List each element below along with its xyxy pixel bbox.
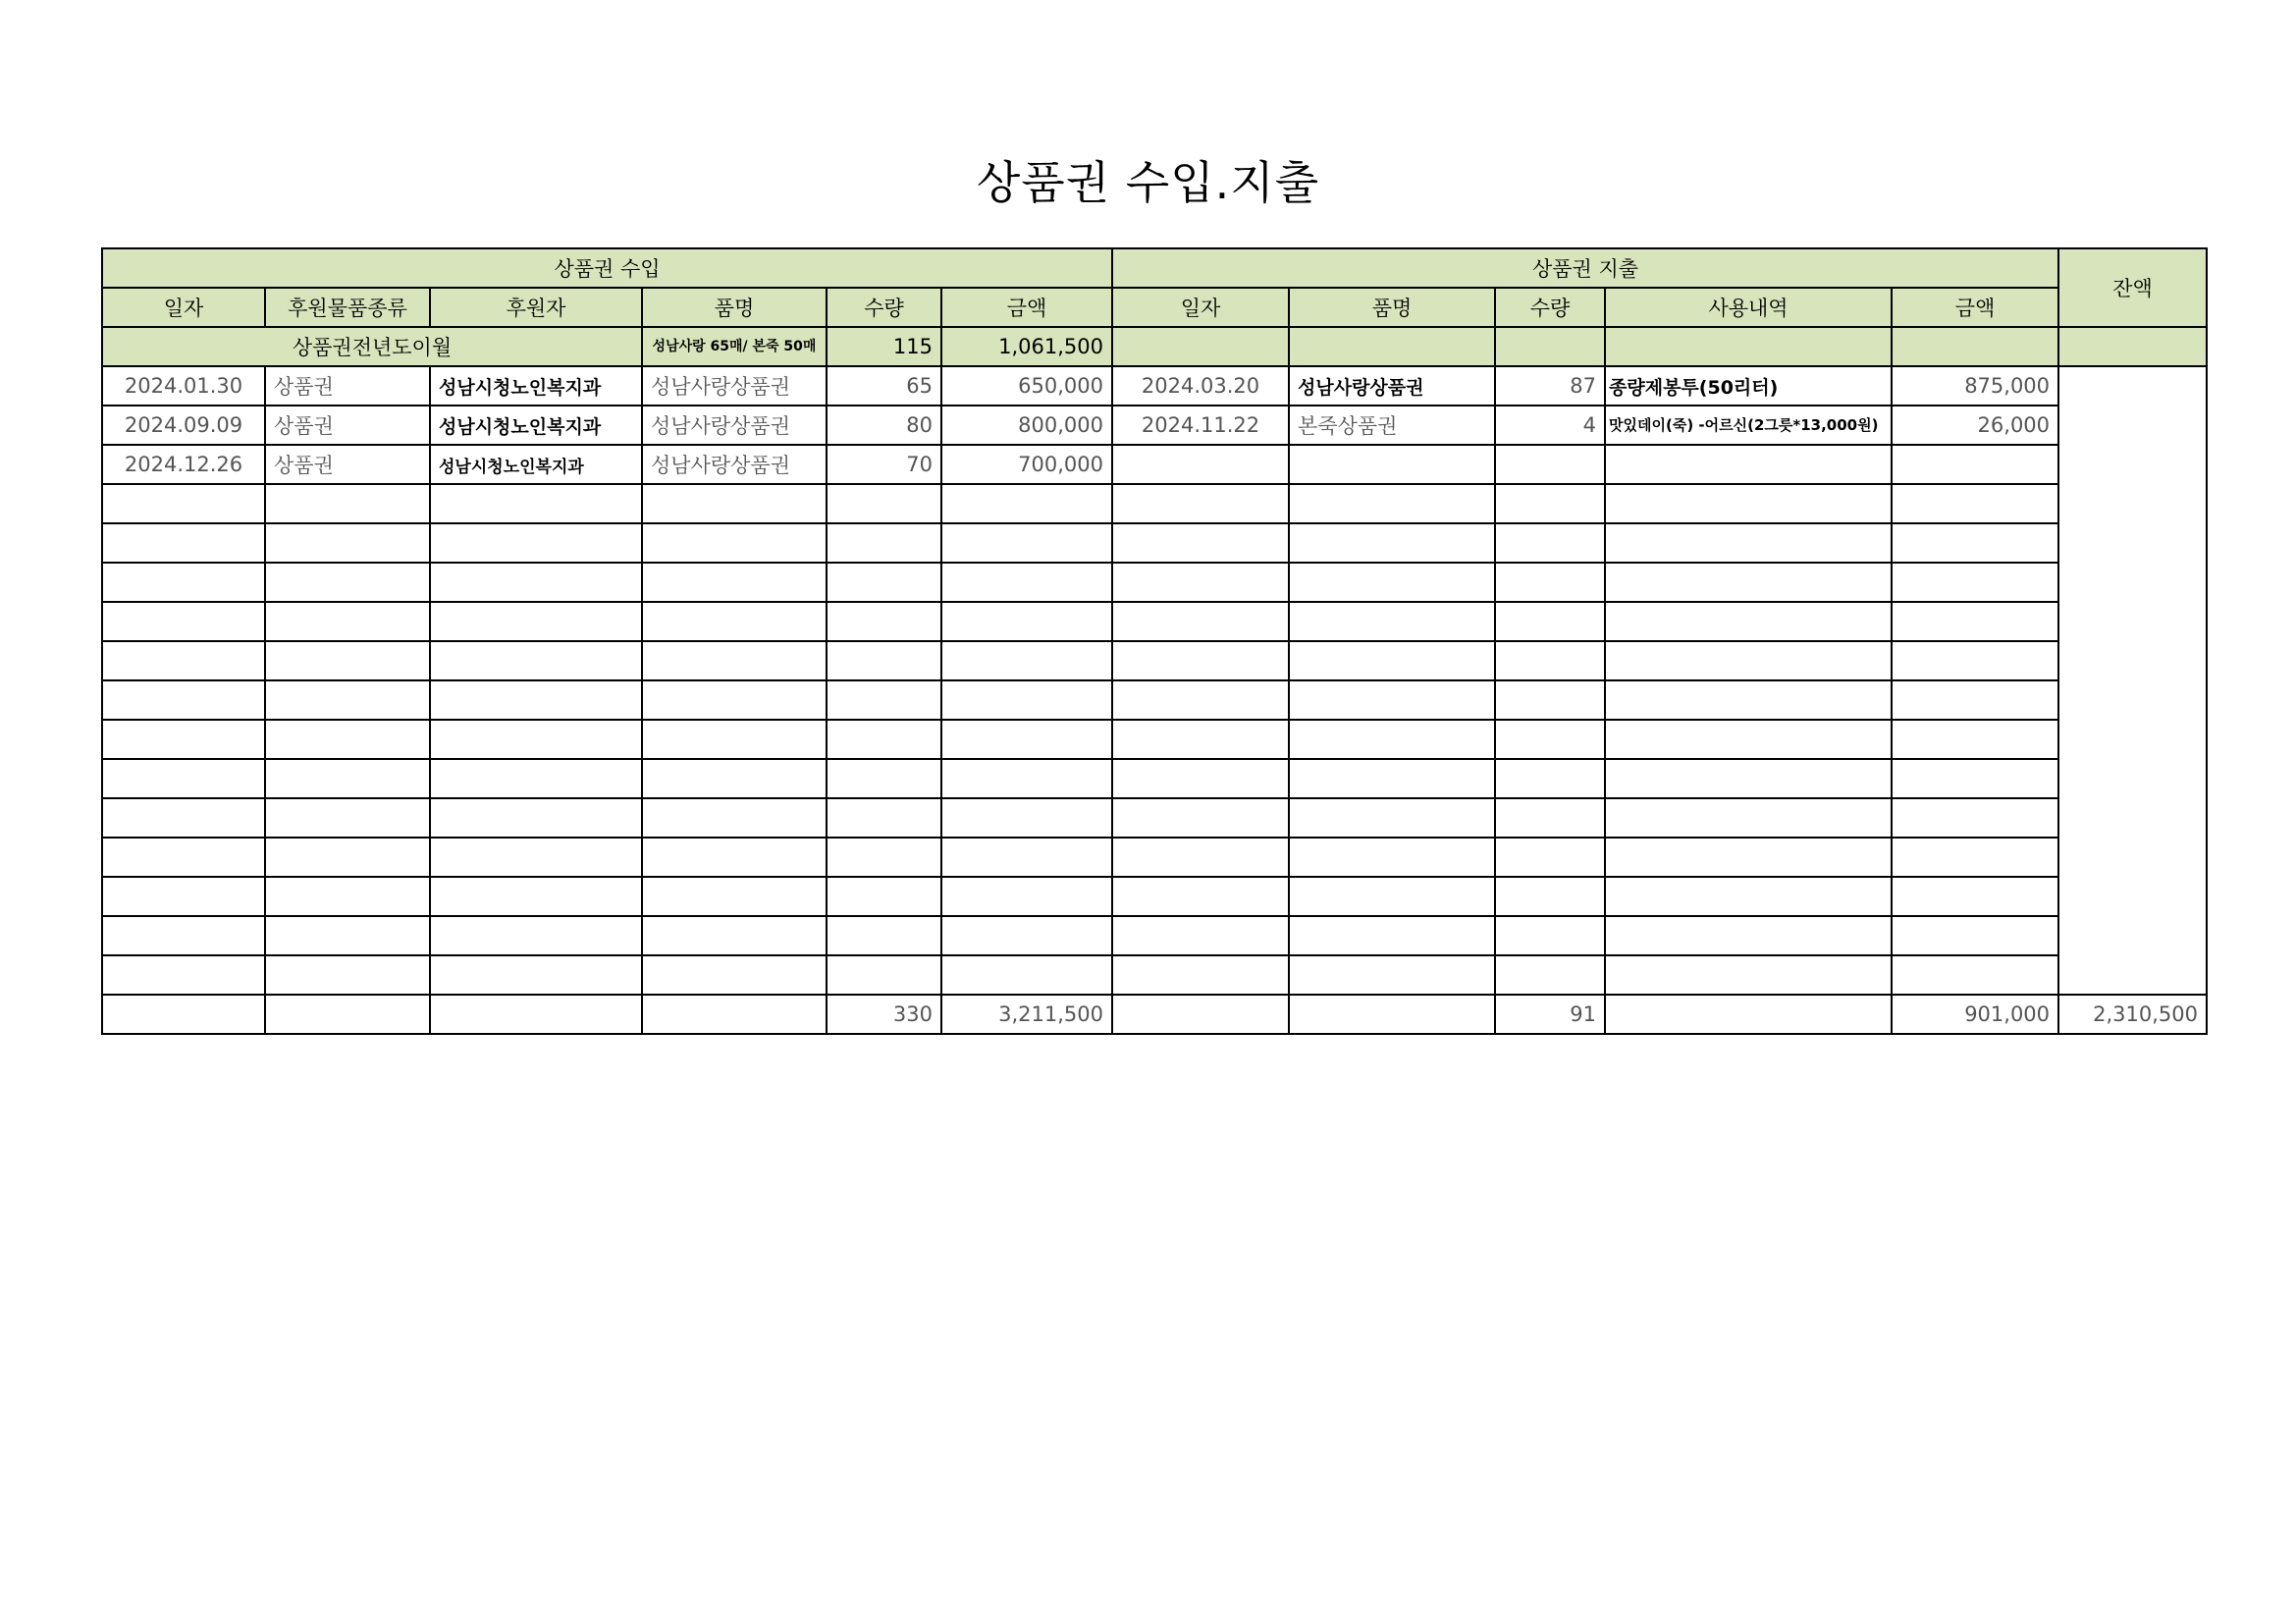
in-amount: 700,000	[941, 445, 1112, 484]
in-amount: 650,000	[941, 366, 1112, 406]
carryover-amount: 1,061,500	[941, 327, 1112, 366]
in-item: 성남사랑상품권	[642, 445, 827, 484]
expense-group-header: 상품권 지출	[1112, 248, 2058, 288]
out-item: 본죽상품권	[1289, 406, 1495, 445]
in-date: 2024.09.09	[102, 406, 265, 445]
group-header-row	[102, 248, 2207, 288]
out-qty: 87	[1495, 366, 1605, 406]
col-out-amount: 금액	[1892, 288, 2058, 327]
empty-row	[102, 484, 2207, 523]
carryover-empty	[1112, 327, 1289, 366]
empty-row	[102, 602, 2207, 641]
in-donor: 성남시청노인복지과	[430, 406, 642, 445]
income-group-header: 상품권 수입	[102, 248, 1112, 288]
col-out-qty: 수량	[1495, 288, 1605, 327]
empty-row	[102, 641, 2207, 680]
out-use	[1605, 445, 1892, 484]
col-in-qty: 수량	[827, 288, 941, 327]
in-qty: 70	[827, 445, 941, 484]
empty-row	[102, 798, 2207, 838]
in-donor: 성남시청노인복지과	[430, 366, 642, 406]
out-date: 2024.03.20	[1112, 366, 1289, 406]
empty-row	[102, 955, 2207, 995]
in-type: 상품권	[265, 445, 430, 484]
table-row	[102, 366, 2207, 406]
empty-row	[102, 916, 2207, 955]
empty-row	[102, 759, 2207, 798]
carryover-qty: 115	[827, 327, 941, 366]
in-donor: 성남시청노인복지과	[430, 445, 642, 484]
out-amount	[1892, 445, 2058, 484]
in-type: 상품권	[265, 406, 430, 445]
col-in-item: 품명	[642, 288, 827, 327]
balance-header: 잔액	[2058, 248, 2207, 327]
col-out-item: 품명	[1289, 288, 1495, 327]
out-item	[1289, 445, 1495, 484]
col-in-donor: 후원자	[430, 288, 642, 327]
table-row	[102, 406, 2207, 445]
empty-row	[102, 680, 2207, 720]
in-date: 2024.12.26	[102, 445, 265, 484]
out-amount: 875,000	[1892, 366, 2058, 406]
out-qty	[1495, 445, 1605, 484]
carryover-empty	[1289, 327, 1495, 366]
column-header-row	[102, 288, 2207, 327]
col-out-date: 일자	[1112, 288, 1289, 327]
empty-row	[102, 563, 2207, 602]
total-balance: 2,310,500	[2058, 995, 2207, 1034]
in-qty: 80	[827, 406, 941, 445]
total-in-qty: 330	[827, 995, 941, 1034]
in-qty: 65	[827, 366, 941, 406]
out-item: 성남사랑상품권	[1289, 366, 1495, 406]
empty-row	[102, 523, 2207, 563]
carryover-row	[102, 327, 2207, 366]
out-date	[1112, 445, 1289, 484]
in-item: 성남사랑상품권	[642, 406, 827, 445]
in-amount: 800,000	[941, 406, 1112, 445]
total-in-amount: 3,211,500	[941, 995, 1112, 1034]
page-title: 상품권 수입.지출	[976, 156, 1320, 209]
col-out-use: 사용내역	[1605, 288, 1892, 327]
out-use: 맛있데이(죽) -어르신(2그릇*13,000원)	[1605, 406, 1892, 445]
in-item: 성남사랑상품권	[642, 366, 827, 406]
total-out-qty: 91	[1495, 995, 1605, 1034]
in-type: 상품권	[265, 366, 430, 406]
empty-row	[102, 877, 2207, 916]
gift-certificate-ledger	[101, 247, 2208, 1035]
carryover-empty	[1605, 327, 1892, 366]
total-out-amount: 901,000	[1892, 995, 2058, 1034]
carryover-empty	[1892, 327, 2058, 366]
col-in-amount: 금액	[941, 288, 1112, 327]
col-in-type: 후원물품종류	[265, 288, 430, 327]
carryover-empty	[1495, 327, 1605, 366]
empty-row	[102, 720, 2207, 759]
table-row	[102, 445, 2207, 484]
out-date: 2024.11.22	[1112, 406, 1289, 445]
carryover-empty	[2058, 327, 2207, 366]
out-use: 종량제봉투(50리터)	[1605, 366, 1892, 406]
carryover-label: 상품권전년도이월	[102, 327, 642, 366]
out-amount: 26,000	[1892, 406, 2058, 445]
balance-column	[2058, 366, 2207, 995]
out-qty: 4	[1495, 406, 1605, 445]
in-date: 2024.01.30	[102, 366, 265, 406]
col-in-date: 일자	[102, 288, 265, 327]
totals-row	[102, 995, 2207, 1034]
empty-row	[102, 838, 2207, 877]
carryover-item: 성남사랑 65매/ 본죽 50매	[642, 327, 827, 366]
